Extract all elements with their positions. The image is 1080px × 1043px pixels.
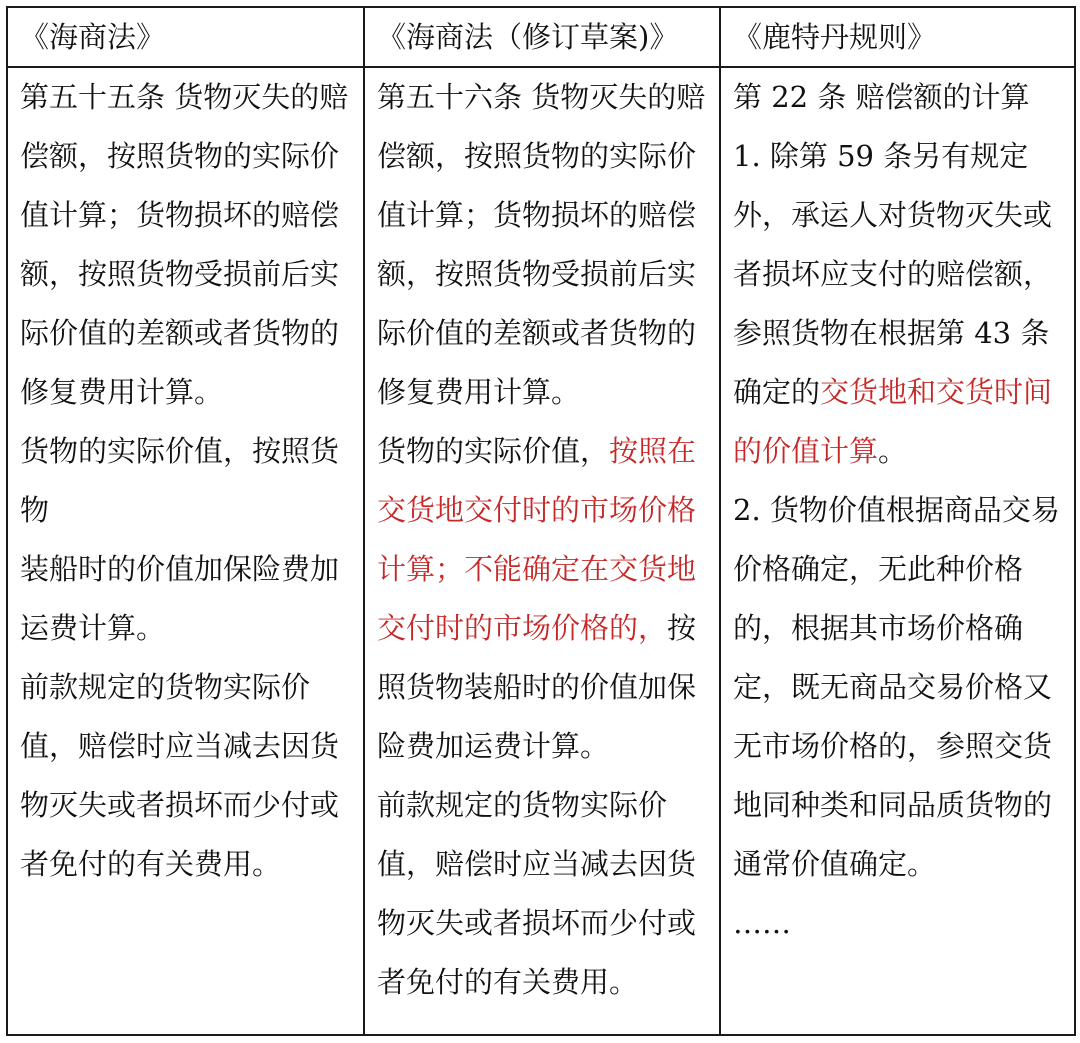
article-55-paragraph-2b: 装船时的价值加保险费加运费计算。 <box>20 552 340 645</box>
article-22-paragraph-1 <box>733 127 1064 481</box>
article-55-paragraph-1: 第五十五条 货物灭失的赔偿额，按照货物的实际价值计算；货物损坏的赔偿额，按照货物受损前后实际价值的差额或者货物的修复费用计算。 <box>20 80 349 409</box>
article-22-paragraph-1-end: 。 <box>878 434 908 468</box>
header-maritime-code: 《海商法》 <box>7 7 364 67</box>
comparison-table <box>6 6 1076 1036</box>
cell-maritime-code <box>7 67 364 1035</box>
article-56-paragraph-2-start: 货物的实际价值， <box>377 434 610 468</box>
article-56-paragraph-3: 前款规定的货物实际价值，赔偿时应当减去因货物灭失或者损坏而少付或者免付的有关费用。 <box>377 788 697 999</box>
article-56-paragraph-1: 第五十六条 货物灭失的赔偿额，按照货物的实际价值计算；货物损坏的赔偿额，按照货物受损前后实际价值的差额或者货物的修复费用计算。 <box>377 80 706 409</box>
article-22-paragraph-1-start: 1. 除第 59 条另有规定外，承运人对货物灭失或者损坏应支付的赔偿额，参照货物在根据第 43 条确定的 <box>733 139 1053 409</box>
article-22-highlight: 交货地和交货时间的价值计算 <box>733 375 1053 468</box>
header-rotterdam-rules: 《鹿特丹规则》 <box>720 7 1075 67</box>
article-56-paragraph-2-end: 按照货物装船时的价值加保险费加运费计算。 <box>377 611 697 763</box>
cell-maritime-code-draft <box>364 67 720 1035</box>
header-row <box>7 7 1075 67</box>
article-55-paragraph-3: 前款规定的货物实际价值，赔偿时应当减去因货物灭失或者损坏而少付或者免付的有关费用。 <box>20 670 340 881</box>
header-maritime-code-draft: 《海商法（修订草案)》 <box>364 7 720 67</box>
article-22-ellipsis: …… <box>733 906 791 940</box>
article-22-title: 第 22 条 赔偿额的计算 <box>733 80 1030 114</box>
content-row <box>7 67 1075 1035</box>
article-56-highlight: 按照在交货地交付时的市场价格计算；不能确定在交货地交付时的市场价格的， <box>377 434 697 645</box>
cell-rotterdam-rules <box>720 67 1075 1035</box>
article-55-paragraph-2a: 货物的实际价值，按照货物 <box>20 434 340 527</box>
article-22-paragraph-2: 2. 货物价值根据商品交易价格确定，无此种价格的，根据其市场价格确定，既无商品交易价格又无市场价格的，参照交货地同种类和同品质货物的通常价值确定。 <box>733 493 1060 881</box>
article-56-paragraph-2 <box>377 422 709 776</box>
